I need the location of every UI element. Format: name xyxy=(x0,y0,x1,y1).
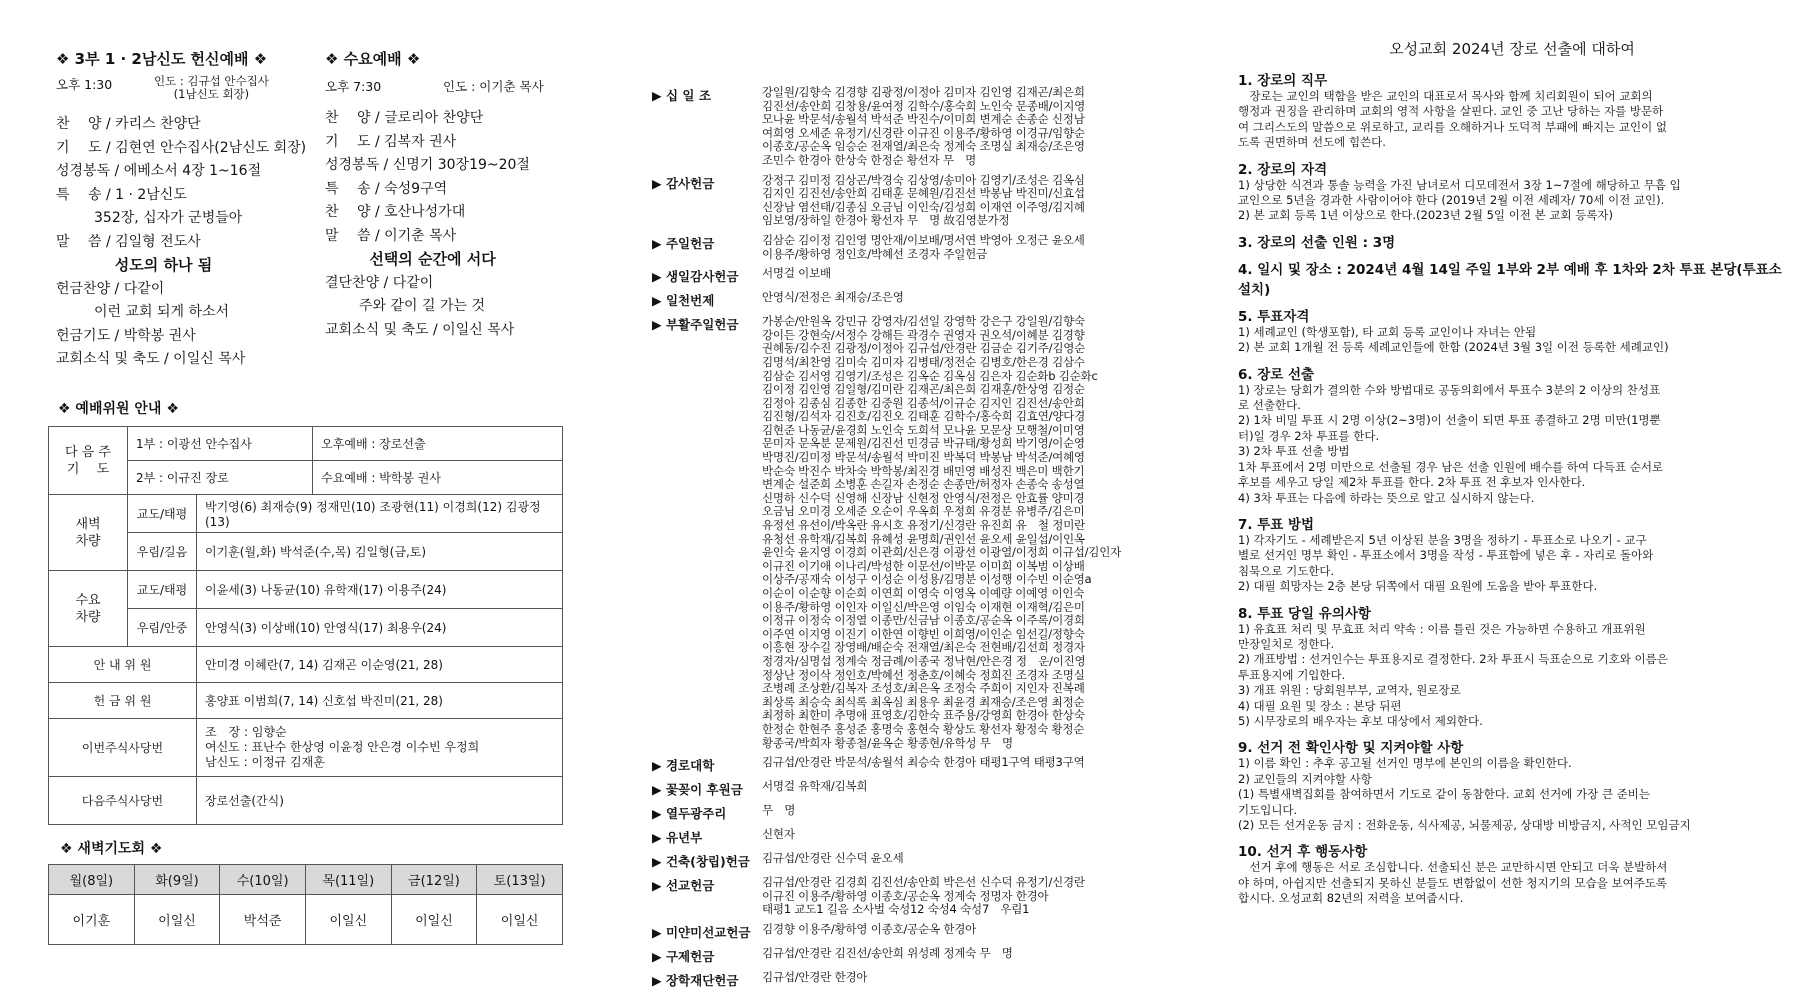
offering-committee-label: 헌 금 위 원 xyxy=(49,683,197,719)
offering-label: ▶ 일천번제 xyxy=(652,293,715,309)
offering-label: ▶ 미얀미선교헌금 xyxy=(652,924,751,940)
offering-names: 강정구 김미정 김상곤/박경숙 김상영/송미아 김영기/조성은 김옥심 김지인 김진선/송안희 김태훈 문혜원/김진선 박봉남 박진미/신효섭 신장남 염선태/김종심 오금님 이인숙/김성희 이재연 이주영/김지혜 임보영/장하일 한경아 황선자 무 명 故김영분가정 xyxy=(762,172,1085,228)
election-section-body: 장로는 교인의 택함을 받은 교인의 대표로서 목사와 함께 치리회원이 되어 교회의 행정과 권징을 관리하며 교회의 영적 사항을 살핀다. 교인 중 고난 당하는 자를 방문하 여 그리스도의 말씀으로 위로하고, 교리를 오해하거나 도덕적 부패에 빠지는 교인이 없 도록 권면하며 선도에 힘쓴다. xyxy=(1238,89,1668,150)
afternoon-leader-role: (1남신도 회장) xyxy=(173,87,250,101)
offering-row xyxy=(652,947,1192,965)
election-section xyxy=(1238,258,1786,298)
offering-names: 무 명 xyxy=(762,803,796,818)
offering-names: 서명걸 유학재/김복희 xyxy=(762,779,868,794)
wednesday-service xyxy=(325,48,570,342)
offering-names: 안영식/전정은 최재승/조은영 xyxy=(762,290,904,305)
meal-duty-label: 이번주식사당번 xyxy=(49,719,197,777)
afternoon-line: 말 씀 / 김일형 전도사 xyxy=(56,233,201,250)
election-section-body: 선거 후에 행동은 서로 조심합니다. 선출되신 분은 교만하시면 안되고 더욱 분발하셔 야 하며, 아쉽지만 선출되지 못하신 분들도 변함없이 선한 청지기의 모습을 보여주도록 합시다. 오성교회 82년의 저력을 보여줍시다. xyxy=(1238,860,1668,906)
wednesday-decision-song: 결단찬양 / 다같이 xyxy=(325,274,434,291)
wednesday-line: 성경봉독 / 신명기 30장19~20절 xyxy=(325,157,530,173)
wednesday-line: 기 도 / 김복자 권사 xyxy=(325,133,457,150)
election-section-heading: 3. 장로의 선출 인원 : 3명 xyxy=(1238,234,1396,251)
offering-label: ▶ 유년부 xyxy=(652,830,703,846)
offering-names: 김규섭/안경란 김경희 김진선/송안희 박은선 신수덕 유정기/신경란 이규진 이용주/황하영 이종호/공순옥 정계숙 정명자 한경아 태평1 교도1 길음 소사벌 숙성12 숙성4 숙성7 우림1 xyxy=(762,875,1085,917)
afternoon-news: 교회소식 및 축도 / 이일신 목사 xyxy=(56,351,246,367)
wed-car-drivers: 이윤세(3) 나동균(10) 유학재(17) 이용주(24) xyxy=(197,571,563,609)
dawn-preacher: 이일신 xyxy=(305,895,391,945)
afternoon-line: 특 송 / 1 · 2남신도 xyxy=(56,186,187,203)
offering-label: ▶ 감사헌금 xyxy=(652,175,715,191)
afternoon-offering-song: 헌금찬양 / 다같이 xyxy=(56,280,165,297)
offering-row xyxy=(652,756,1192,774)
offering-label: ▶ 경로대학 xyxy=(652,758,715,774)
election-section-heading: 1. 장로의 직무 xyxy=(1238,73,1328,89)
election-section-body: 1) 장로는 당회가 결의한 수와 방법대로 공동의회에서 투표수 3분의 2 이상의 찬성표 로 선출한다. 2) 1차 비밀 투표 시 2명 이상(2~3명)이 선출이 되면 투표 종결하고 2명 미만(1명뿐 터)일 경우 2차 투표를 한다. 3) 2차 투표 선출 방법 1차 투표에서 2명 미만으로 선출될 경우 남은 선출 인원에 배수를 하여 다득표 순서로 후보를 세우고 당일 제2차 투표를 한다. 2차 투표 전 후보자 인사한다. 4) 3차 투표는 다음에 하라는 뜻으로 알고 실시하지 않는다. xyxy=(1238,382,1664,505)
wed-car-drivers: 안영식(3) 이상배(10) 안영식(17) 최용우(24) xyxy=(197,609,563,647)
offering-label: ▶ 구제헌금 xyxy=(652,948,715,964)
dawn-day: 목(11일) xyxy=(305,865,391,895)
afternoon-service xyxy=(56,48,307,372)
election-section-body: 1) 각자기도 - 세례받은지 5년 이상된 분을 3명을 정하기 - 투표소로 나오기 - 교구 별로 선거인 명부 확인 - 투표소에서 3명을 작성 - 투표함에 넣은 후 - 자리로 돌아와 침묵으로 기도한다. 2) 대필 희망자는 2층 본당 뒤쪽에서 대필 요원에 도움을 받아 투표한다. xyxy=(1238,532,1654,594)
offering-names: 김규섭/안경란 한경아 xyxy=(762,969,868,984)
election-section-heading: 10. 선거 후 행동사항 xyxy=(1238,844,1368,861)
election-section-heading: 6. 장로 선출 xyxy=(1238,366,1315,383)
wednesday-line: 특 송 / 숙성9구역 xyxy=(325,180,448,197)
offerings-list xyxy=(652,86,1192,995)
meal-duty-men: 남신도 : 이정규 김재훈 xyxy=(205,755,325,769)
offering-names: 가봉순/안원옥 강민규 강영자/김선일 강영학 강은구 강일원/김향숙 강이든 강현숙/서정수 강해든 곽경수 권영자 권오석/이혜분 김경향 권혜동/김수진 김광정/이정아 김규섭/안경란 김금순 김기주/김영순 김명석/최찬영 김미숙 김미자 김병태/정전순 김병호/한은경 김삼수 김삼순 김서영 김영기/조성은 김옥순 김옥심 김은자 김순화b 김순화c 김이정 김인영 김일형/김미란 김재곤/최은희 김재훈/한상영 김정순 김정아 김종심 김종한 김중원 김종석/이규순 김지인 김진선/송안희 김진형/김석자 김진호/김진오 김태훈 김학수/홍숙희 김효연/양다경 김현준 나동균/윤경희 노인숙 도희석 모나윤 모문상 모행철/이미영 문미자 문옥분 문제원/김진선 민경금 박규태/황성희 박기영/이순영 박명진/김미정 박문석/송월석 박미진 박복덕 박봉남 박석준/여혜영 박순숙 박진수 박차숙 박학봉/최진경 배민영 배성진 백은미 백한기 변계순 설준희 소병훈 손길자 손정순 손종만/허정자 손종숙 송성열 신명하 신수덕 신영해 신장남 신현정 안영식/전정은 안효률 양미경 오금님 오미경 오세준 오순이 우옥희 우정희 유경분 유병주/김은미 유정선 유선이/박옥란 유시호 유정기/신경란 유진희 유 철 정미란 유청선 유학재/김복희 유혜성 윤명희/권인선 윤오세 윤일섭/이인옥 윤인숙 윤지영 이경희 이관희/신은경 이광선 이광열/이정희 이규섭/김인자 이규진 이기애 이나리/박성한 이문선/이박문 이미희 이복범 이상배 이상주/공재숙 이성구 이성순 이성용/김명분 이성행 이수빈 이순영a 이순이 이순향 이순희 이연희 이영숙 이영옥 이예량 이예영 이인숙 이용주/황하영 이인자 이일신/박은영 이임숙 이재현 이재혁/김은미 이정규 이정숙 이정열 이종만/신금남 이종호/공순옥 이주록/이경희 이주연 이지영 이진기 이한연 이향빈 이희영/이인순 임선길/정향숙 이흥현 장수길 장영배/배순숙 전재열/최은숙 전현배/김선희 정경자 정경자/심명섭 정계숙 정금례/이종국 정낙현/안은경 정 운/이진영 정상난 정이삭 정인호/박혜선 정춘호/이혜숙 정희진 조경자 조명실 조병례 조상환/김복자 조성호/최은옥 조정숙 주희이 지인자 진복례 최상록 최승숙 최식록 최옥심 최용우 최윤경 최재승/조은영 최정순 최정하 최한미 추명애 표영호/김한숙 표주용/강영희 한경아 한상숙 한정순 한현주 홍성준 홍명숙 홍현숙 황상도 황선자 황정숙 황정순 황종국/박희자 황종철/윤옥순 황종현/유학성 무 명 xyxy=(762,314,1122,750)
offering-names: 김삼순 김이정 김인영 명안재/이보배/명서연 박영아 오정근 윤오세 이용주/황하영 정인호/박혜선 조경자 주일헌금 xyxy=(762,232,1085,261)
offering-label: ▶ 생일감사헌금 xyxy=(652,269,739,285)
offering-row xyxy=(652,315,1192,750)
offering-label: ▶ 열두광주리 xyxy=(652,806,727,822)
dawn-car-label: 새벽 차량 xyxy=(49,495,128,571)
offering-row xyxy=(652,852,1192,870)
guide-label: 안 내 위 원 xyxy=(49,647,197,683)
dawn-preacher: 이일신 xyxy=(477,895,563,945)
offering-row xyxy=(652,923,1192,941)
committee xyxy=(48,398,563,825)
guide-members: 안미경 이혜란(7, 14) 김재곤 이순영(21, 28) xyxy=(197,647,563,683)
election-title: 오성교회 2024년 장로 선출에 대하여 xyxy=(1389,40,1635,58)
next-prayer-label: 다 음 주 기 도 xyxy=(49,427,128,495)
committee-title: ❖ 예배위원 안내 ❖ xyxy=(58,401,179,417)
wed-car-label: 수요 차량 xyxy=(49,571,128,647)
wednesday-line: 찬 양 / 호산나성가대 xyxy=(325,204,466,220)
election-section-body: 1) 유효표 처리 및 무효표 처리 약속 : 이름 틀린 것은 가능하면 수용하고 개표위원 만장일치로 정한다. 2) 개표방법 : 선거인수는 투표용지로 결정한다. 2차 투표시 득표순으로 기호와 이름은 투표용지에 기입한다. 3) 개표 위원 : 당회원부부, 교역자, 원로장로 4) 대필 요원 및 장소 : 본당 뒤편 5) 시무장로의 배우자는 후보 대상에서 제외한다. xyxy=(1238,621,1668,728)
wednesday-line: 말 씀 / 이기춘 목사 xyxy=(325,227,457,244)
meal-duty-leader: 조 장 : 임향순 xyxy=(205,725,287,739)
offering-names: 김규섭/안경란 신수덕 윤오세 xyxy=(762,851,904,866)
dawn-car-drivers: 박기영(6) 최재승(9) 정재민(10) 조광현(11) 이경희(12) 김광정(13) xyxy=(197,495,563,533)
committee-table xyxy=(48,426,563,825)
election-section-body: 1) 이름 확인 : 추후 공고될 선거인 명부에 본인의 이름을 확인한다. 2) 교인들의 지켜야할 사항 (1) 특별새벽집회를 참여하면서 기도로 같이 동참한다. 교회 선거에 가장 큰 준비는 기도입니다. (2) 모든 선거운동 금지 : 전화운동, 식사제공, 뇌물제공, 상대방 비방금지, 사적인 모임금지 xyxy=(1238,756,1691,832)
wednesday-sermon-title: 선택의 순간에 서다 xyxy=(369,250,496,268)
election-section-body: 1) 상당한 식견과 통솔 능력을 가진 남녀로서 디모데전서 3장 1~7절에 해당하고 무흠 입 교인으로 5년을 경과한 사람이어야 한다 (2019년 2월 이전 세례자/ 70세 이전 교인). 2) 본 교회 등록 1년 이상으로 한다.(2023년 2월 5일 이전 본 교회 등록자) xyxy=(1238,177,1681,223)
election-section xyxy=(1238,602,1786,730)
offering-row xyxy=(652,291,1192,309)
election-section xyxy=(1238,158,1786,224)
afternoon-line: 찬 양 / 카리스 찬양단 xyxy=(56,116,201,132)
offering-row xyxy=(652,86,1192,168)
afternoon-leader: 인도 : 김규섭 안수집사 xyxy=(154,74,269,88)
dawn-prayer-table xyxy=(48,864,563,945)
dawn-day: 월(8일) xyxy=(49,865,135,895)
offering-label: ▶ 주일헌금 xyxy=(652,235,715,251)
wednesday-decision-song-title: 주와 같이 길 가는 것 xyxy=(359,298,485,314)
offering-row xyxy=(652,876,1192,917)
dawn-car-route: 교도/태평 xyxy=(128,495,197,533)
election-section xyxy=(1238,736,1786,833)
dawn-prayer-title: ❖ 새벽기도회 ❖ xyxy=(60,841,163,857)
offering-row xyxy=(652,174,1192,228)
afternoon-sermon-title: 성도의 하나 됨 xyxy=(114,256,213,274)
afternoon-time: 오후 1:30 xyxy=(56,77,113,92)
dawn-day: 금(12일) xyxy=(391,865,477,895)
afternoon-line: 성경봉독 / 에베소서 4장 1~16절 xyxy=(56,163,262,179)
election-section-heading: 5. 투표자격 xyxy=(1238,308,1310,325)
offering-row xyxy=(652,267,1192,285)
wednesday-service-title: ❖ 수요예배 ❖ xyxy=(325,50,421,68)
wednesday-leader: 인도 : 이기춘 목사 xyxy=(443,79,544,94)
offering-label: ▶ 십 일 조 xyxy=(652,88,711,103)
election-section xyxy=(1238,69,1786,151)
dawn-preacher: 이일신 xyxy=(391,895,477,945)
next-prayer-2: 2부 : 이규진 장로 xyxy=(128,461,313,495)
offering-label: ▶ 건축(창립)헌금 xyxy=(652,854,750,870)
offering-names: 서명걸 이보배 xyxy=(762,266,831,281)
election-section xyxy=(1238,840,1786,906)
dawn-day: 화(9일) xyxy=(134,865,220,895)
wednesday-time: 오후 7:30 xyxy=(325,79,382,94)
dawn-car-drivers: 이기훈(월,화) 박석준(수,목) 김일형(금,토) xyxy=(197,533,563,571)
wed-car-route: 교도/태평 xyxy=(128,571,197,609)
election-section-heading: 9. 선거 전 확인사항 및 지켜야할 사항 xyxy=(1238,740,1464,757)
meal-duty-women: 여신도 : 표난수 한상영 이윤정 안은경 이수빈 우정희 xyxy=(205,740,480,754)
afternoon-offering-prayer: 헌금기도 / 박학봉 권사 xyxy=(56,327,196,344)
offering-names: 신현자 xyxy=(762,827,795,842)
wednesday-news: 교회소식 및 축도 / 이일신 목사 xyxy=(325,321,515,338)
election-section-heading: 4. 일시 및 장소 : 2024년 4월 14일 주일 1부와 2부 예배 후 1차와 2차 투표 본당(투표소 설치) xyxy=(1238,261,1782,298)
election-section xyxy=(1238,513,1786,595)
wed-car-route: 우림/안중 xyxy=(128,609,197,647)
election-section xyxy=(1238,305,1786,356)
offering-label: ▶ 장학재단헌금 xyxy=(652,972,739,988)
offering-row xyxy=(652,234,1192,261)
election-section xyxy=(1238,231,1786,251)
afternoon-line: 기 도 / 김현연 안수집사(2남신도 회장) xyxy=(56,139,307,156)
election-section-heading: 2. 장로의 자격 xyxy=(1238,161,1328,178)
afternoon-line: 352장, 십자가 군병들아 xyxy=(94,210,243,226)
offering-row xyxy=(652,971,1192,989)
wednesday-line: 찬 양 / 글로리아 찬양단 xyxy=(325,110,484,126)
election-section-heading: 7. 투표 방법 xyxy=(1238,516,1315,533)
offering-row xyxy=(652,804,1192,822)
offering-label: ▶ 선교헌금 xyxy=(652,878,715,894)
next-meal-duty-value: 장로선출(간식) xyxy=(197,777,563,825)
dawn-preacher: 이기훈 xyxy=(49,895,135,945)
election-section-body: 1) 세례교인 (학생포함), 타 교회 등록 교인이나 자녀는 안됨 2) 본 교회 1개월 전 등록 세례교인들에 한함 (2024년 3월 3일 이전 등록한 세례교인) xyxy=(1238,324,1669,355)
next-prayer-1b: 오후예배 : 장로선출 xyxy=(313,427,563,461)
dawn-preacher: 박석준 xyxy=(220,895,306,945)
offering-row xyxy=(652,828,1192,846)
afternoon-service-title: ❖ 3부 1 · 2남신도 헌신예배 ❖ xyxy=(56,50,268,68)
afternoon-offering-song-title: 이런 교회 되게 하소서 xyxy=(94,304,230,320)
election-section xyxy=(1238,363,1786,506)
offering-names: 강일원/김향숙 김경향 김광정/이정아 김미자 김인영 김재곤/최은희 김진선/송안희 김창용/윤여정 김학수/홍숙희 노인숙 문종배/이지영 모나윤 박문석/송월석 박석준 박진수/이미희 변계순 손종순 신정남 여희영 오세준 유정기/신경란 이규진 이용주/황하영 이경규/임향순 이종호/공순옥 임승순 전재열/최은숙 정계숙 조명실 최재승/조은영 조민수 한경아 한상숙 한정순 황선자 무 명 xyxy=(762,85,1086,167)
dawn-day: 토(13일) xyxy=(477,865,563,895)
dawn-car-route: 우림/길음 xyxy=(128,533,197,571)
offering-names: 김규섭/안경란 박문석/송월석 최승숙 한경아 태평1구역 태평3구역 xyxy=(762,755,1085,770)
offering-committee-members: 홍양표 이범희(7, 14) 신호섭 박진미(21, 28) xyxy=(197,683,563,719)
dawn-day: 수(10일) xyxy=(220,865,306,895)
next-prayer-2b: 수요예배 : 박학봉 권사 xyxy=(313,461,563,495)
next-meal-duty-label: 다음주식사당번 xyxy=(49,777,197,825)
offering-label: ▶ 꽃꽂이 후원금 xyxy=(652,782,743,798)
offering-label: ▶ 부활주일헌금 xyxy=(652,317,739,333)
election-section-heading: 8. 투표 당일 유의사항 xyxy=(1238,605,1371,622)
offering-names: 김규섭/안경란 김진선/송안희 위성례 정계숙 무 명 xyxy=(762,945,1013,960)
election-notice xyxy=(1238,38,1786,914)
offering-row xyxy=(652,780,1192,798)
next-prayer-1: 1부 : 이광선 안수집사 xyxy=(128,427,313,461)
dawn-prayer xyxy=(48,838,563,945)
offering-names: 김경향 이용주/황하영 이종호/공순옥 한경아 xyxy=(762,921,977,936)
dawn-preacher: 이일신 xyxy=(134,895,220,945)
